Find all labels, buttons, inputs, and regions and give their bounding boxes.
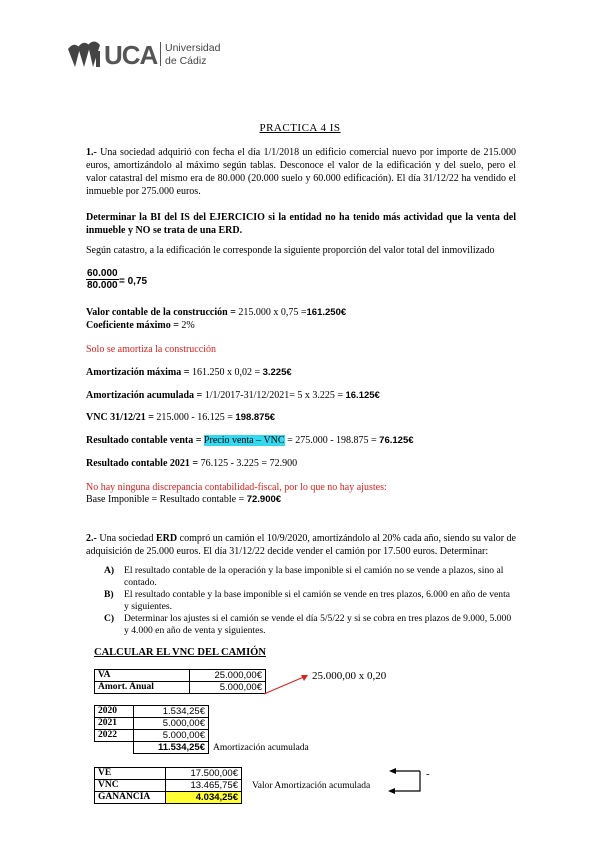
note-discrepancia: No hay ninguna discrepancia contabilidad-fiscal, por lo que no hay ajustes: bbox=[86, 482, 387, 493]
amort-anual-label: Amort. Anual bbox=[95, 682, 190, 694]
ex2-number: 2.- bbox=[86, 533, 97, 544]
rcv-highlight: Precio venta – VNC bbox=[203, 435, 285, 446]
university-logo bbox=[66, 38, 226, 70]
proportion-fraction bbox=[86, 268, 119, 291]
arrow-icon bbox=[262, 671, 312, 697]
ex1-statement-text: Una sociedad adquirió con fecha el día 1/1/2018 un edificio comercial nuevo por importe de 215.000 euros, amortizándolo al máximo según tablas. Desconoce el valor de la edificación y del suelo, pero el valor catastral del mismo era de 80.000 (20.000 suelo y 60.000 edificación). El día 31/12/22 ha vendido el inmueble por 275.000 euros. bbox=[86, 147, 516, 197]
table-row bbox=[95, 670, 266, 682]
resultado-contable-line bbox=[86, 457, 516, 470]
am-label: Amortización máxima = bbox=[86, 367, 190, 378]
arrow-note: 25.000,00 x 0,20 bbox=[312, 670, 387, 682]
option-a-text: El resultado contable de la operación y la base imponible si el camión no se vende a plazos, sino al contado. bbox=[124, 565, 504, 588]
amortizacion-maxima-line bbox=[86, 366, 516, 379]
option-c-text: Determinar los ajustes si el camión se vende el día 5/5/22 y si se cobra en tres plazos de 9.000, 5.000 y 4.000 en año de venta y siguientes. bbox=[124, 613, 512, 636]
vnc-value: 13.465,75€ bbox=[166, 780, 242, 792]
ganancia-label: GANANCIA bbox=[95, 792, 166, 804]
amort-total: 11.534,25€ bbox=[134, 742, 209, 754]
option-b-text: El resultado contable y la base imponible si el camión se vende en tres plazos, 6.000 en año de venta y siguientes. bbox=[124, 589, 511, 612]
va-label: VA bbox=[95, 670, 190, 682]
bi-result: 72.900€ bbox=[246, 494, 282, 505]
ex1-number: 1.- bbox=[86, 147, 97, 158]
amortizacion-acumulada-line bbox=[86, 389, 516, 402]
aa-calc: 1/1/2017-31/12/2021= 5 x 3.225 = bbox=[202, 390, 346, 401]
va-table bbox=[94, 669, 266, 694]
ex2-text-a: Una sociedad bbox=[96, 533, 157, 544]
valor-contable-line bbox=[86, 306, 516, 319]
rcv-result: 76.125€ bbox=[379, 435, 414, 446]
amort-2022: 5.000,00€ bbox=[134, 730, 209, 742]
valor-amort-note: Valor Amortización acumulada bbox=[252, 781, 371, 791]
year-2021: 2021 bbox=[95, 718, 134, 730]
table-row bbox=[95, 768, 242, 780]
ve-label: VE bbox=[95, 768, 166, 780]
fraction-result: = 0,75 bbox=[119, 276, 148, 287]
option-c bbox=[104, 613, 514, 637]
page-title: PRACTICA 4 IS bbox=[259, 122, 341, 134]
am-result: 3.225€ bbox=[262, 367, 292, 378]
rcv-calc: = 275.000 - 198.875 = bbox=[284, 435, 380, 446]
base-imponible-line bbox=[86, 493, 516, 506]
ex2-erd: ERD bbox=[156, 533, 178, 544]
vc-label: Valor contable de la construcción = bbox=[86, 307, 236, 318]
vc-result: 161.250€ bbox=[306, 307, 347, 318]
vnc-subheading: CALCULAR EL VNC DEL CAMIÓN bbox=[94, 647, 266, 658]
vnc-label: VNC 31/12/21 = bbox=[86, 412, 154, 423]
ganancia-value: 4.034,25€ bbox=[166, 792, 242, 804]
year-2020: 2020 bbox=[95, 706, 134, 718]
ganancia-table bbox=[94, 767, 242, 804]
fraction-denominator: 80.000 bbox=[87, 280, 118, 291]
va-value: 25.000,00€ bbox=[190, 670, 266, 682]
coef-value: 2% bbox=[178, 320, 195, 331]
logo-line2: de Cádiz bbox=[165, 55, 207, 67]
rc-label: Resultado contable 2021 = bbox=[86, 458, 199, 469]
vnc-calc: 215.000 - 16.125 = bbox=[153, 412, 236, 423]
table-row bbox=[95, 706, 209, 718]
ex1-statement bbox=[86, 146, 516, 198]
option-b bbox=[104, 589, 514, 613]
ex1-catastro: Según catastro, a la edificación le corresponde la siguiente proporción del valor total del inmovilizado bbox=[86, 245, 495, 256]
bi-text: Base Imponible = Resultado contable = bbox=[86, 494, 247, 505]
option-a bbox=[104, 565, 514, 589]
amort-2020: 1.534,25€ bbox=[134, 706, 209, 718]
coeficiente-line bbox=[86, 319, 516, 332]
amortizacion-table bbox=[94, 705, 209, 754]
fraction-numerator: 60.000 bbox=[87, 268, 118, 279]
note-construccion: Solo se amortiza la construcción bbox=[86, 344, 216, 355]
ex1-question: Determinar la BI del IS del EJERCICIO si la entidad no ha tenido más actividad que la venta del inmueble y NO se trata de una ERD. bbox=[86, 212, 516, 236]
am-calc: 161.250 x 0,02 = bbox=[189, 367, 263, 378]
aa-result: 16.125€ bbox=[345, 390, 380, 401]
table-row bbox=[95, 730, 209, 742]
resultado-venta-line bbox=[86, 434, 516, 447]
logo-divider bbox=[160, 42, 161, 66]
dash-mark: - bbox=[426, 768, 430, 780]
ex2-text-c: compró un camión el 10/9/2020, amortizándolo al 20% cada año, siendo su valor de adquisición de 25.000 euros. El día 31/12/22 decide vender el camión por 17.500 euros. Determinar: bbox=[86, 533, 516, 557]
year-2022: 2022 bbox=[95, 730, 134, 742]
ve-value: 17.500,00€ bbox=[166, 768, 242, 780]
vnc-line bbox=[86, 411, 516, 424]
vnc-result: 198.875€ bbox=[235, 412, 276, 423]
amort-anual-value: 5.000,00€ bbox=[190, 682, 266, 694]
table-row bbox=[95, 718, 209, 730]
table-row bbox=[95, 682, 266, 694]
uca-emblem-icon bbox=[66, 39, 108, 69]
logo-brand: UCA bbox=[104, 40, 158, 70]
rcv-label: Resultado contable venta = bbox=[86, 435, 202, 446]
option-b-label: B) bbox=[104, 589, 114, 600]
logo-line1: Universidad bbox=[165, 42, 221, 54]
table-row bbox=[95, 792, 242, 804]
vc-calc: 215.000 x 0,75 = bbox=[235, 307, 307, 318]
table-row bbox=[95, 742, 209, 754]
rc-calc: 76.125 - 3.225 = 72.900 bbox=[198, 458, 298, 469]
option-a-label: A) bbox=[104, 565, 115, 576]
option-c-label: C) bbox=[104, 613, 115, 624]
vnc-label-cell: VNC bbox=[95, 780, 166, 792]
aa-label: Amortización acumulada = bbox=[86, 390, 203, 401]
amort-2021: 5.000,00€ bbox=[134, 718, 209, 730]
coef-label: Coeficiente máximo = bbox=[86, 320, 179, 331]
table-row bbox=[95, 780, 242, 792]
ex2-statement bbox=[86, 532, 516, 558]
bracket-arrows-icon bbox=[386, 767, 422, 795]
amort-acumulada-note: Amortización acumulada bbox=[213, 743, 309, 753]
